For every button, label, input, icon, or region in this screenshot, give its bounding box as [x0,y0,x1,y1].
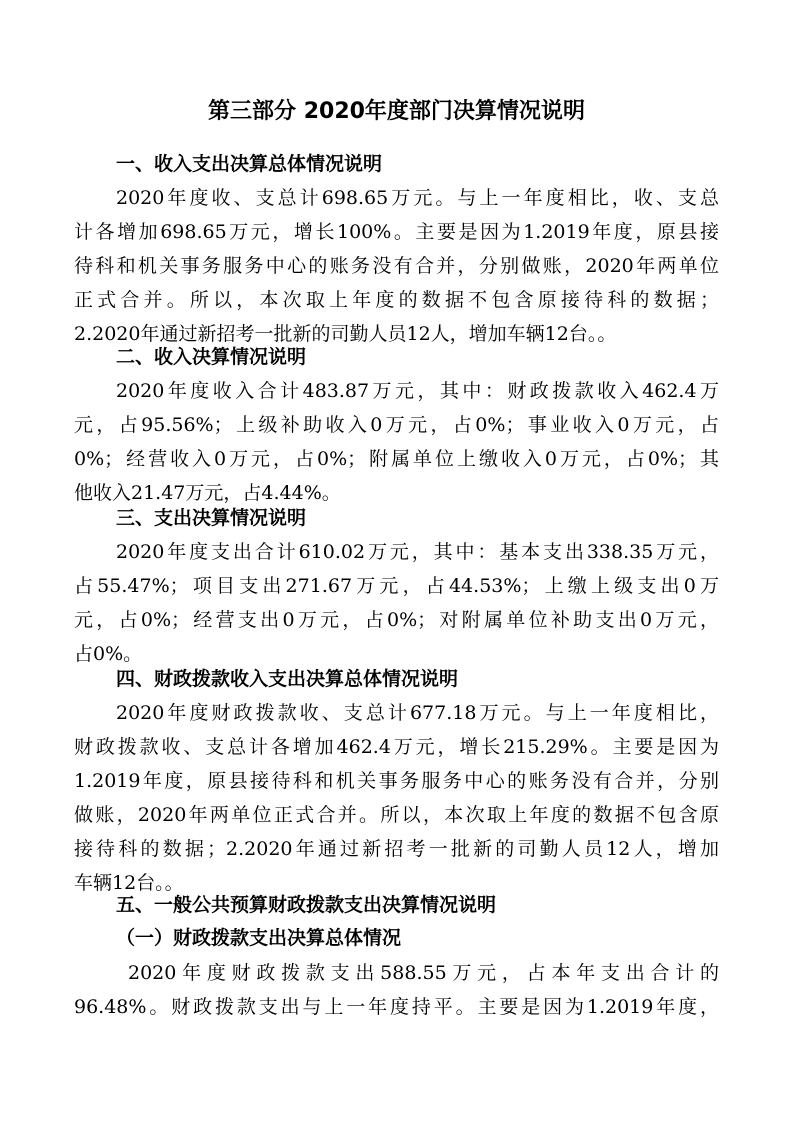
section-4-line-1: 2020年度财政拨款收、支总计677.18万元。与上一年度相比， [116,702,719,724]
section-4-line-2: 财政拨款收、支总计各增加462.4万元，增长215.29%。主要是因为 [74,736,719,758]
section-2-line-3: 0%；经营收入0万元，占0%；附属单位上缴收入0万元，占0%；其 [74,448,719,470]
section-3-line-4: 占0%。 [74,643,143,665]
section-3-line-2: 占55.47%；项目支出271.67万元，占44.53%；上缴上级支出0万 [74,575,719,597]
section-5-line-2: 96.48%。财政拨款支出与上一年度持平。主要是因为1.2019年度， [74,996,719,1018]
section-5-heading: 五、一般公共预算财政拨款支出决算情况说明 [116,894,497,916]
section-2-heading: 二、收入决算情况说明 [116,346,307,368]
section-5-line-1: 2020年度财政拨款支出588.55万元，占本年支出合计的 [128,962,719,984]
section-3-line-1: 2020年度支出合计610.02万元，其中：基本支出338.35万元， [116,541,719,563]
section-4-heading: 四、财政拨款收入支出决算总体情况说明 [116,668,459,690]
section-1-line-1: 2020年度收、支总计698.65万元。与上一年度相比，收、支总 [116,187,719,209]
section-2-line-4: 他收入21.47万元，占4.44%。 [74,482,341,504]
section-3-line-3: 元，占0%；经营支出0万元，占0%；对附属单位补助支出0万元， [74,609,719,631]
section-5-subheading: （一）财政拨款支出决算总体情况 [116,927,402,949]
section-4-line-6: 车辆12台。。 [74,872,184,894]
section-2-line-2: 元，占95.56%；上级补助收入0万元，占0%；事业收入0万元，占 [74,414,719,436]
section-1-heading: 一、收入支出决算总体情况说明 [116,153,383,175]
section-1-line-4: 正式合并。所以，本次取上年度的数据不包含原接待科的数据； [74,289,719,311]
section-4-line-5: 接待科的数据；2.2020年通过新招考一批新的司勤人员12人，增加 [74,838,719,860]
section-4-line-4: 做账，2020年两单位正式合并。所以，本次取上年度的数据不包含原 [74,804,719,826]
page-title: 第三部分 2020年度部门决算情况说明 [208,99,585,124]
section-1-line-3: 待科和机关事务服务中心的账务没有合并，分别做账，2020年两单位 [74,255,719,277]
section-3-heading: 三、支出决算情况说明 [116,507,307,529]
section-1-line-2: 计各增加698.65万元，增长100%。主要是因为1.2019年度，原县接 [74,221,719,243]
section-4-line-3: 1.2019年度，原县接待科和机关事务服务中心的账务没有合并，分别 [74,770,719,792]
section-2-line-1: 2020年度收入合计483.87万元，其中：财政拨款收入462.4万 [116,380,719,402]
section-1-line-5: 2.2020年通过新招考一批新的司勤人员12人，增加车辆12台。。 [74,323,617,345]
